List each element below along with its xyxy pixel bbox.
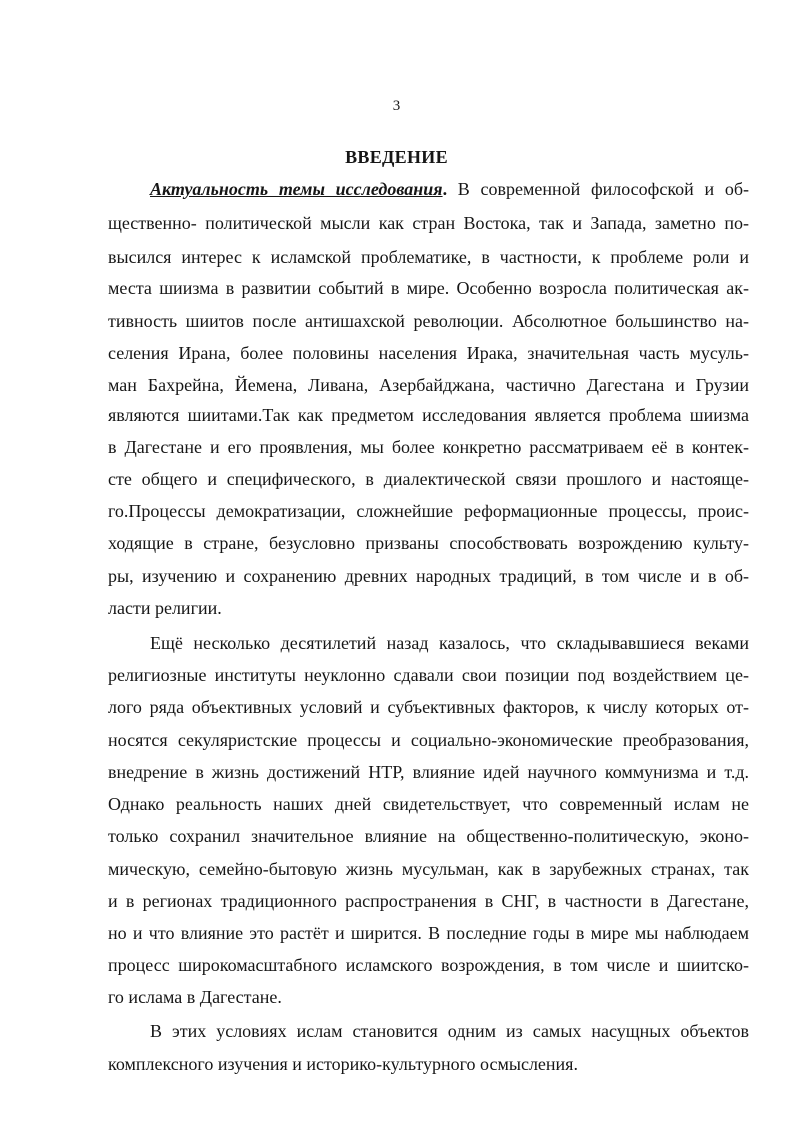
paragraph-1-line-11: го.Процессы демократизации, сложнейшие реформационные процессы, проис- [108,501,749,521]
paragraph-1-line-2: щественно- политической мысли как стран Востока, так и Запада, заметно по- [108,213,749,233]
paragraph-1-line-13: ры, изучению и сохранению древних народных традиций, в том числе и в об- [108,566,749,586]
section-heading: ВВЕДЕНИЕ [345,147,448,167]
paragraph-3-line-1: В этих условиях ислам становится одним из самых насущных объектов [150,1021,749,1041]
paragraph-2-line-2: религиозные институты неуклонно сдавали свои позиции под воздействием це- [108,665,749,685]
paragraph-2-line-3: лого ряда объективных условий и субъективных факторов, к числу которых от- [108,697,749,717]
paragraph-2-line-8: мическую, семейно-бытовую жизнь мусульман, как в зарубежных странах, так [108,859,749,879]
paragraph-1-line-8: являются шиитами.Так как предметом исследования является проблема шиизма [108,405,749,425]
paragraph-1-line-7: ман Бахрейна, Йемена, Ливана, Азербайджана, частично Дагестана и Грузии [108,375,749,395]
paragraph-1-line-12: ходящие в стране, безусловно призваны способствовать возрождению культу- [108,533,749,553]
page-number: 3 [392,98,401,114]
paragraph-2-line-9: и в регионах традиционного распространения в СНГ, в частности в Дагестане, [108,891,749,911]
paragraph-1-line-5: тивность шиитов после антишахской революции. Абсолютное большинство на- [108,311,749,331]
paragraph-1-line-9: в Дагестане и его проявления, мы более конкретно рассматриваем её в контек- [108,437,749,457]
paragraph-3-line-2: комплексного изучения и историко-культурного осмысления. [108,1054,578,1074]
paragraph-2-line-11: процесс широкомасштабного исламского возрождения, в том числе и шиитско- [108,955,749,975]
paragraph-2-line-1: Ещё несколько десятилетий назад казалось, что складывавшиеся веками [150,633,749,653]
paragraph-1-line-6: селения Ирана, более половины населения Ирака, значительная часть мусуль- [108,343,749,363]
paragraph-1-line-10: сте общего и специфического, в диалектической связи прошлого и настояще- [108,469,749,489]
paragraph-1-line-4: места шиизма в развитии событий в мире. Особенно возросла политическая ак- [108,278,749,298]
paragraph-2-line-6: Однако реальность наших дней свидетельствует, что современный ислам не [108,794,749,814]
paragraph-2-line-10: но и что влияние это растёт и ширится. В последние годы в мире мы наблюдаем [108,923,749,943]
paragraph-1-line-14: ласти религии. [108,598,222,618]
paragraph-2-line-4: носятся секуляристские процессы и социально-экономические преобразования, [108,730,749,750]
paragraph-2-line-5: внедрение в жизнь достижений НТР, влияние идей научного коммунизма и т.д. [108,762,749,782]
paragraph-2-line-7: только сохранил значительное влияние на общественно-политическую, эконо- [108,826,749,846]
paragraph-2-line-12: го ислама в Дагестане. [108,987,282,1007]
run-in-heading: Актуальность темы исследования [150,179,443,199]
paragraph-1-line-1-text: В современной философской и об- [447,179,750,199]
paragraph-1-line-1 [150,176,749,202]
run-in-punct: . [442,179,448,199]
paragraph-1-line-3: высился интерес к исламской проблематике, в частности, к проблеме роли и [108,247,749,267]
